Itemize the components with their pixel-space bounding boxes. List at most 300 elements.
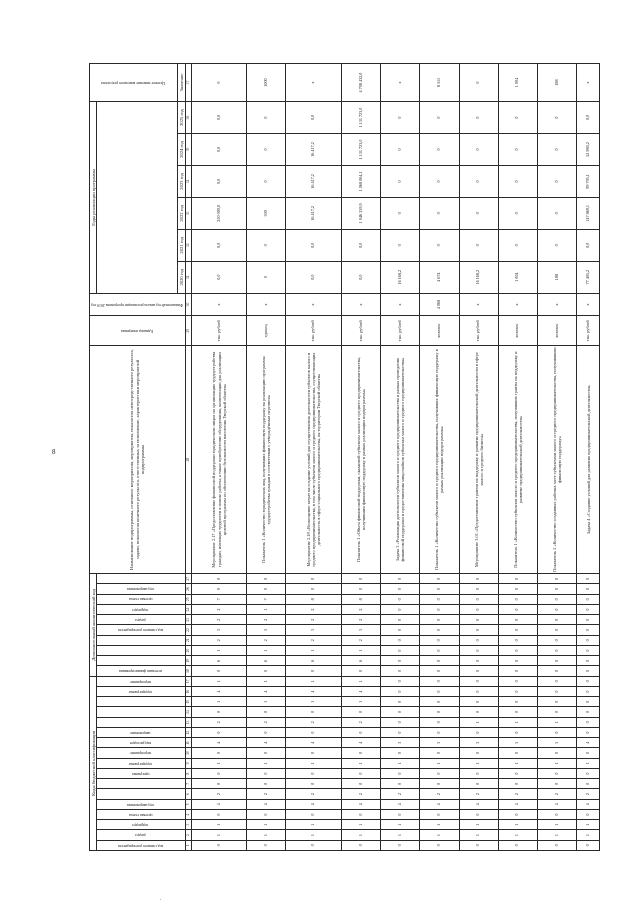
code-cell: 0	[247, 707, 286, 717]
year-value-cell: 0,0	[341, 261, 380, 293]
code-cell: 0	[286, 666, 341, 676]
code-column-header	[97, 789, 185, 799]
code-cell: 0	[420, 615, 459, 625]
code-cell: 4	[247, 799, 286, 809]
code-cell: 1	[247, 697, 286, 707]
fin-start-cell: x	[381, 293, 420, 316]
code-cell: 1	[577, 758, 600, 768]
code-cell: 0	[577, 625, 600, 635]
code-cell: 1	[341, 830, 380, 840]
code-cell: 6	[191, 656, 246, 666]
code-column-header: код главного распорядителя	[97, 840, 185, 850]
budget-codes-header: Коды бюджетной классификации	[90, 676, 97, 850]
code-cell: 0	[459, 635, 498, 645]
code-cell: 2	[286, 635, 341, 645]
year-value-cell: 0	[459, 102, 498, 134]
code-column-header: источник финансирования	[97, 666, 185, 676]
code-cell: 0	[498, 635, 537, 645]
year-value-cell: 0	[498, 229, 537, 261]
table-row	[577, 64, 600, 851]
code-cell: 0	[459, 666, 498, 676]
column-number-cell: 15	[185, 697, 191, 707]
code-cell: 1	[498, 717, 537, 727]
code-cell: 0	[498, 625, 537, 635]
code-cell: 6	[247, 656, 286, 666]
fin-start-cell: x	[247, 293, 286, 316]
final-value-cell: x	[577, 64, 600, 102]
year-header: 2025 год	[178, 102, 185, 134]
column-number-cell: 32	[185, 229, 191, 261]
column-number-cell: 37	[185, 64, 191, 102]
final-value-header: Значение	[178, 64, 185, 102]
code-cell: 1	[286, 645, 341, 655]
code-cell: 0	[498, 676, 537, 686]
year-value-cell: 0,0	[341, 229, 380, 261]
code-cell: 0	[459, 697, 498, 707]
code-cell: 1	[341, 758, 380, 768]
code-cell: 0	[420, 645, 459, 655]
code-cell: 0	[286, 574, 341, 584]
column-number-cell: 28	[185, 346, 191, 574]
code-cell: 0	[459, 707, 498, 717]
code-cell: 0	[381, 666, 420, 676]
code-cell: 0	[420, 810, 459, 820]
code-cell: 1	[459, 758, 498, 768]
code-cell: 0	[381, 676, 420, 686]
unit-cell: тыс. рублей	[286, 316, 341, 346]
code-cell: 1	[420, 820, 459, 830]
code-cell: 2	[341, 635, 380, 645]
code-cell: 1	[191, 676, 246, 686]
year-value-cell: 0,0	[286, 261, 341, 293]
code-column-header: подраздел	[97, 604, 185, 614]
code-column-header: код главного распорядителя	[97, 625, 185, 635]
code-cell: 0	[381, 635, 420, 645]
code-cell: 0	[538, 645, 577, 655]
description-cell: Задача 4 «Создание условий для развития предпринимательской деятельности»	[577, 346, 600, 574]
code-cell: 1	[498, 820, 537, 830]
code-cell: 0	[459, 574, 498, 584]
code-cell: 0	[459, 656, 498, 666]
code-cell: 4	[381, 799, 420, 809]
column-number-cell: 26	[185, 584, 191, 594]
table-row	[286, 64, 341, 851]
code-cell: 1	[191, 758, 246, 768]
code-cell: 0	[420, 604, 459, 614]
column-number-cell: 17	[185, 676, 191, 686]
code-cell: 2	[538, 789, 577, 799]
code-cell: 0	[381, 717, 420, 727]
description-cell: Показатель 1 «Объем финансовой поддержки, оказанной субъектам малого и среднего предпринимательства, получившим финансовую поддержку в рамках реализации подпрограммы»	[341, 346, 380, 574]
column-number-cell: 18	[185, 666, 191, 676]
code-cell: 0	[341, 769, 380, 779]
code-cell: 1	[498, 830, 537, 840]
code-cell: 1	[191, 830, 246, 840]
year-header: 2023 год	[178, 165, 185, 197]
year-value-cell: 0	[247, 134, 286, 166]
code-cell: 0	[420, 748, 459, 758]
code-cell: 0	[247, 574, 286, 584]
code-cell: 1	[286, 820, 341, 830]
code-cell: 4	[286, 738, 341, 748]
column-number-cell: 22	[185, 625, 191, 635]
code-cell: 0	[420, 656, 459, 666]
code-cell: 4	[191, 799, 246, 809]
code-cell: 2	[191, 717, 246, 727]
code-cell: 1	[247, 830, 286, 840]
code-cell: 0	[498, 728, 537, 738]
code-cell: 0	[191, 728, 246, 738]
code-cell: 0	[341, 574, 380, 584]
code-cell: 0	[459, 728, 498, 738]
unit-cell: тыс. рублей	[459, 316, 498, 346]
final-value-cell: 8 511	[420, 64, 459, 102]
fin-start-cell: x	[498, 293, 537, 316]
final-group-header: Целевое значение конечного результата	[90, 64, 178, 102]
code-cell: 1	[459, 830, 498, 840]
code-cell: 2	[286, 717, 341, 727]
code-cell: 4	[286, 687, 341, 697]
code-cell: 0	[247, 666, 286, 676]
code-cell: 2	[577, 789, 600, 799]
code-cell: 6	[341, 656, 380, 666]
extra-code-header: Дополнительный аналитический код	[90, 574, 97, 677]
code-cell: 1	[286, 830, 341, 840]
year-value-cell: 0,0	[191, 102, 246, 134]
code-cell: 2	[191, 615, 246, 625]
code-cell: 0	[341, 707, 380, 717]
code-cell: 0	[381, 645, 420, 655]
year-value-cell: 0	[498, 102, 537, 134]
code-column-header: вид расходов	[97, 738, 185, 748]
code-cell: 0	[381, 810, 420, 820]
year-value-cell: 0,0	[191, 134, 246, 166]
code-cell: 0	[381, 594, 420, 604]
code-cell: 0	[191, 840, 246, 850]
year-value-cell: 1 131 723,0	[341, 134, 380, 166]
code-cell: 0	[577, 584, 600, 594]
year-value-cell: 0	[420, 229, 459, 261]
code-cell: 0	[420, 707, 459, 717]
code-cell: 0	[247, 840, 286, 850]
year-value-cell: 0	[459, 134, 498, 166]
year-value-cell: 0	[538, 102, 577, 134]
code-cell: 0	[286, 779, 341, 789]
year-header: 2024 год	[178, 134, 185, 166]
code-cell: 0	[498, 687, 537, 697]
page-number: 8	[52, 448, 56, 456]
column-number-cell: 5	[185, 799, 191, 809]
code-column-header: подпрограмма	[97, 758, 185, 768]
description-cell: Мероприятие 2.17 «Предоставление финансовой поддержки юридическим лицам на организацию трудоустройства граждан, имеющих трудности в поиске работы, а также приобретение оборудования, компенсации для реализации целевой программы по обеспечению безопасности населения Тверской области»	[191, 346, 246, 574]
code-cell: 0	[381, 656, 420, 666]
column-number-cell: 35	[185, 134, 191, 166]
code-cell: 4	[247, 687, 286, 697]
code-cell: 0	[420, 676, 459, 686]
code-cell: 0	[577, 840, 600, 850]
unit-cell: тыс. рублей	[577, 316, 600, 346]
code-cell: 0	[381, 574, 420, 584]
fin-start-cell: x	[341, 293, 380, 316]
code-cell: 0	[538, 604, 577, 614]
code-cell: 3	[191, 625, 246, 635]
column-number-cell: 21	[185, 635, 191, 645]
year-value-cell: 0	[498, 197, 537, 229]
code-cell: 0	[341, 584, 380, 594]
code-cell: 0	[577, 779, 600, 789]
code-cell: 0	[538, 779, 577, 789]
code-cell: 2	[459, 789, 498, 799]
table-row	[341, 64, 380, 851]
code-cell: 0	[538, 656, 577, 666]
unit-cell: единиц	[247, 316, 286, 346]
year-value-cell: 0	[420, 197, 459, 229]
code-cell: 0	[381, 615, 420, 625]
code-cell: 2	[286, 604, 341, 614]
description-header: Наименование подпрограммы, основного мероприятия, мероприятия, показателя непосредственного результата, задачи, показателя конечного результата, ответственных за исполнение, характеристики мероприятий подпрограммы	[90, 346, 186, 574]
fin-start-cell: x	[191, 293, 246, 316]
code-cell: 1	[538, 820, 577, 830]
code-cell: 1	[247, 645, 286, 655]
description-cell: Показатель 1 «Количество субъектов малого и среднего предпринимательства, получивших финансовую поддержку в рамках реализации подпрограммы»	[420, 346, 459, 574]
code-cell: 1	[381, 830, 420, 840]
year-value-cell: 0,0	[191, 261, 246, 293]
code-cell: 7	[191, 594, 246, 604]
column-number-cell: 6	[185, 789, 191, 799]
code-cell: 0	[498, 840, 537, 850]
year-value-cell: 0	[420, 134, 459, 166]
code-column-header	[97, 717, 185, 727]
code-cell: 0	[498, 707, 537, 717]
code-cell: 4	[191, 738, 246, 748]
code-cell: 8	[341, 594, 380, 604]
code-cell: 1	[286, 697, 341, 707]
unit-header: Единица измерения	[90, 316, 186, 346]
code-cell: 0	[577, 717, 600, 727]
code-cell: 1	[381, 758, 420, 768]
code-cell: 2	[341, 615, 380, 625]
code-cell: 0	[341, 810, 380, 820]
code-cell: 4	[577, 738, 600, 748]
code-cell: 0	[577, 687, 600, 697]
code-cell: 0	[191, 574, 246, 584]
column-number-cell: 27	[185, 574, 191, 584]
final-value-cell: 188	[538, 64, 577, 102]
code-cell: 0	[247, 779, 286, 789]
code-cell: 3	[420, 738, 459, 748]
column-number-cell: 14	[185, 707, 191, 717]
code-cell: 0	[286, 728, 341, 738]
code-cell: 0	[420, 574, 459, 584]
code-cell: 1	[341, 820, 380, 830]
code-cell: 0	[420, 717, 459, 727]
code-cell: 1	[247, 820, 286, 830]
code-cell: 0	[381, 687, 420, 697]
column-number-cell: 10	[185, 748, 191, 758]
code-cell: 4	[577, 799, 600, 809]
column-number-cell: 3	[185, 820, 191, 830]
code-cell: 0	[498, 604, 537, 614]
code-cell: 0	[286, 748, 341, 758]
code-column-header: мероприятие	[97, 676, 185, 686]
code-cell: 0	[538, 728, 577, 738]
code-cell: 4	[286, 799, 341, 809]
code-cell: 4	[459, 799, 498, 809]
year-value-cell: 0	[538, 134, 577, 166]
code-cell: 0	[286, 707, 341, 717]
year-value-cell: 0	[381, 229, 420, 261]
code-cell: 3	[247, 625, 286, 635]
code-column-header	[97, 656, 185, 666]
code-cell: 1	[577, 830, 600, 840]
code-cell: 0	[459, 584, 498, 594]
code-cell: 0	[577, 604, 600, 614]
code-cell: 0	[498, 697, 537, 707]
year-value-cell: 0	[498, 134, 537, 166]
year-value-cell: 0,0	[191, 229, 246, 261]
year-value-cell: 0	[247, 261, 286, 293]
code-cell: 0	[459, 676, 498, 686]
code-cell: 0	[341, 666, 380, 676]
code-cell: 0	[286, 584, 341, 594]
description-cell: Показатель 1 «Количество юридических лиц, получивших финансовую поддержку на реализацию программы трудоустройства граждан в соответствии с утверждённым перечнем»	[247, 346, 286, 574]
year-value-cell: 1 131 723,0	[341, 102, 380, 134]
code-cell: 2	[247, 635, 286, 645]
code-cell: 0	[191, 810, 246, 820]
code-cell: 0	[420, 635, 459, 645]
code-cell: 0	[286, 769, 341, 779]
code-cell: 4	[341, 799, 380, 809]
code-cell: 0	[247, 584, 286, 594]
years-group-header: Годы реализации программы	[90, 102, 97, 294]
code-cell: 1	[191, 645, 246, 655]
rotated-table-sheet	[89, 63, 591, 851]
code-cell: 0	[577, 645, 600, 655]
code-cell: 1	[420, 830, 459, 840]
year-value-cell: 0,0	[286, 102, 341, 134]
table-row	[191, 64, 246, 851]
code-cell: 3	[459, 738, 498, 748]
code-cell: 1	[341, 676, 380, 686]
code-cell: 1	[191, 697, 246, 707]
code-column-header	[97, 779, 185, 789]
description-cell: Мероприятие 3.01 «Предоставление грантов на поддержку и развитие предпринимательской деятельности в сфере малого и среднего бизнеса»	[459, 346, 498, 574]
code-cell: 0	[538, 584, 577, 594]
year-value-cell: 0	[498, 165, 537, 197]
unit-cell: тыс. рублей	[341, 316, 380, 346]
code-cell: 2	[191, 789, 246, 799]
code-cell: 1	[459, 717, 498, 727]
code-cell: 3	[286, 625, 341, 635]
column-number-cell: 11	[185, 738, 191, 748]
code-cell: 0	[420, 769, 459, 779]
column-number-cell: 2	[185, 830, 191, 840]
code-cell: 2	[191, 635, 246, 645]
code-cell: 1	[191, 820, 246, 830]
column-number-cell: 25	[185, 594, 191, 604]
code-cell: 0	[191, 584, 246, 594]
code-cell: 0	[538, 840, 577, 850]
code-cell: 0	[247, 748, 286, 758]
code-cell: 0	[498, 615, 537, 625]
code-cell: 0	[538, 666, 577, 676]
code-column-header: код направления	[97, 799, 185, 809]
code-cell: 1	[341, 645, 380, 655]
unit-cell: человек	[420, 316, 459, 346]
column-number-cell: 36	[185, 102, 191, 134]
code-cell: 4	[498, 799, 537, 809]
year-value-cell: 147 869,1	[577, 197, 600, 229]
code-cell: 0	[538, 707, 577, 717]
unit-cell: человек	[538, 316, 577, 346]
year-value-cell: 1 068 064,1	[341, 165, 380, 197]
code-cell: 0	[459, 840, 498, 850]
rotated-document-frame	[89, 63, 591, 851]
code-cell: 0	[341, 748, 380, 758]
year-value-cell: 0	[247, 229, 286, 261]
code-cell: 0	[538, 594, 577, 604]
code-cell: 3	[341, 625, 380, 635]
code-cell: 2	[341, 789, 380, 799]
year-value-cell: 99 795,1	[577, 165, 600, 197]
code-cell: 2	[191, 604, 246, 614]
code-cell: 4	[247, 738, 286, 748]
code-cell: 3	[538, 738, 577, 748]
code-cell: 4	[341, 687, 380, 697]
code-cell: 1	[459, 820, 498, 830]
code-column-header: код направления	[97, 584, 185, 594]
code-cell: 1	[420, 758, 459, 768]
year-value-cell: 0	[420, 165, 459, 197]
year-header: 2022 год	[178, 197, 185, 229]
code-column-header	[97, 697, 185, 707]
code-cell: 0	[577, 594, 600, 604]
year-value-cell: 0	[459, 229, 498, 261]
table-row	[538, 64, 577, 851]
description-cell: Показатель 1 «Количество субъектов малого и среднего предпринимательства, получивших гранты на поддержку и развитие предпринимательской деятельности»	[498, 346, 537, 574]
code-cell: 0	[498, 656, 537, 666]
code-column-header: целевая статья	[97, 810, 185, 820]
final-value-cell: x	[381, 64, 420, 102]
year-value-cell: 0,0	[191, 165, 246, 197]
code-cell: 2	[247, 615, 286, 625]
code-cell: 1	[247, 758, 286, 768]
table-row	[420, 64, 459, 851]
fin-start-header: Финансовый год начала реализации программы 2019 год	[90, 293, 186, 316]
year-value-cell: 0,0	[286, 229, 341, 261]
code-cell: 1	[538, 717, 577, 727]
code-cell: 0	[577, 707, 600, 717]
year-value-cell: 16 168,2	[459, 261, 498, 293]
year-value-cell: 77 405,2	[577, 261, 600, 293]
column-number-cell: 31	[185, 261, 191, 293]
code-cell: 0	[459, 769, 498, 779]
code-cell: 0	[459, 594, 498, 604]
code-cell: 2	[381, 789, 420, 799]
code-column-header: направление	[97, 728, 185, 738]
column-number-cell: 13	[185, 717, 191, 727]
code-cell: 8	[286, 594, 341, 604]
year-value-cell: 16 417,2	[286, 197, 341, 229]
code-cell: 0	[459, 625, 498, 635]
unit-cell: человек	[498, 316, 537, 346]
final-value-cell: 4 708 432,0	[341, 64, 380, 102]
fin-start-cell: 4 068	[420, 293, 459, 316]
code-cell: 2	[247, 789, 286, 799]
column-number-cell: 29	[185, 316, 191, 346]
column-number-cell: 8	[185, 769, 191, 779]
final-value-cell: x	[286, 64, 341, 102]
